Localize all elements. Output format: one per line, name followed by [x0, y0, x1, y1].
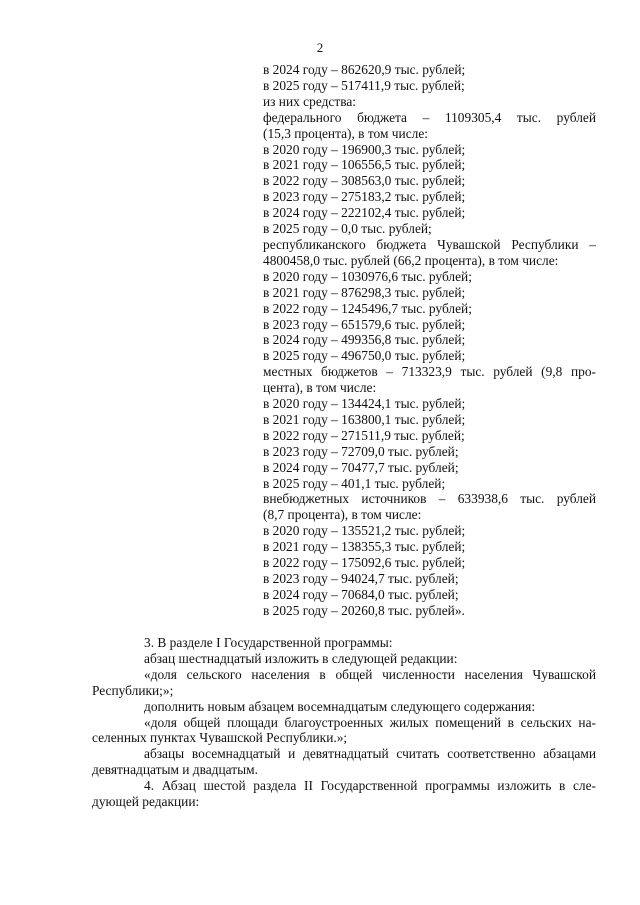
republican-budget-share: 4800458,0 тыс. рублей (66,2 процента), в том числе:	[263, 252, 559, 268]
republican-year-line: в 2025 году – 496750,0 тыс. рублей;	[263, 348, 466, 364]
paragraph-quote-housing	[92, 714, 596, 747]
republican-budget-heading: республиканского бюджета Чувашской Республики –	[263, 236, 596, 252]
paragraph-line: «доля сельского населения в общей численности населения Чувашской	[144, 666, 596, 682]
local-year-line: в 2022 году – 271511,9 тыс. рублей;	[263, 427, 465, 443]
paragraph-line: девятнадцатым и двадцатым.	[92, 762, 258, 778]
republican-year-line: в 2020 году – 1030976,6 тыс. рублей;	[263, 268, 472, 284]
federal-budget-heading: федерального бюджета – 1109305,4 тыс. рублей	[263, 109, 596, 125]
paragraph-section-i	[118, 635, 596, 651]
federal-year-line: в 2022 году – 308563,0 тыс. рублей;	[263, 173, 466, 189]
federal-budget-share: (15,3 процента), в том числе:	[263, 125, 428, 141]
funding-line: из них средства:	[263, 93, 357, 109]
extrabudget-year-line: в 2023 году – 94024,7 тыс. рублей;	[263, 571, 459, 586]
federal-year-line: в 2024 году – 222102,4 тыс. рублей;	[263, 205, 466, 221]
paragraph-quote-rural-share	[92, 666, 596, 699]
local-budget-share: цента), в том числе:	[263, 380, 377, 396]
republican-year-line: в 2024 году – 499356,8 тыс. рублей;	[263, 332, 466, 348]
local-year-line: в 2024 году – 70477,7 тыс. рублей;	[263, 459, 459, 475]
extrabudget-share: (8,7 процента), в том числе:	[263, 507, 422, 523]
paragraph-line: абзацы восемнадцатый и девятнадцатый считать соответственно абзацами	[144, 746, 596, 762]
extrabudget-year-line: в 2025 году – 20260,8 тыс. рублей».	[263, 602, 465, 618]
local-year-line: в 2021 году – 163800,1 тыс. рублей;	[263, 411, 466, 427]
paragraph-line: дующей редакции:	[92, 794, 200, 810]
republican-year-line: в 2021 году – 876298,3 тыс. рублей;	[263, 284, 466, 300]
funding-line: в 2024 году – 862620,9 тыс. рублей;	[263, 62, 466, 77]
amendment-body	[92, 635, 596, 810]
extrabudget-year-line: в 2020 году – 135521,2 тыс. рублей;	[263, 523, 466, 539]
extrabudget-year-line: в 2024 году – 70684,0 тыс. рублей;	[263, 586, 459, 602]
local-year-line: в 2023 году – 72709,0 тыс. рублей;	[263, 443, 459, 459]
local-year-line: в 2025 году – 401,1 тыс. рублей;	[263, 475, 446, 491]
paragraph-section-ii	[92, 778, 596, 810]
paragraph-line: 4. Абзац шестой раздела II Государственной программы изложить в сле-	[144, 778, 596, 794]
paragraph-line: селенных пунктах Чувашской Республики.»;	[92, 730, 348, 746]
federal-year-line: в 2020 году – 196900,3 тыс. рублей;	[263, 141, 466, 157]
local-budget-heading: местных бюджетов – 713323,9 тыс. рублей (9,8 про-	[263, 364, 596, 380]
page-number: 2	[316, 40, 324, 55]
paragraph-add-eighteenth	[118, 699, 596, 715]
extrabudget-year-line: в 2021 году – 138355,3 тыс. рублей;	[263, 539, 466, 555]
funding-column	[263, 62, 596, 619]
paragraph-text: дополнить новым абзацем восемнадцатым следующего содержания:	[144, 698, 536, 714]
extrabudget-year-line: в 2022 году – 175092,6 тыс. рублей;	[263, 555, 466, 571]
republican-year-line: в 2023 году – 651579,6 тыс. рублей;	[263, 316, 466, 332]
paragraph-text: 3. В разделе I Государственной программы:	[144, 635, 393, 650]
federal-year-line: в 2023 году – 275183,2 тыс. рублей;	[263, 189, 466, 205]
paragraph-renumber	[92, 746, 596, 778]
paragraph-line: «доля общей площади благоустроенных жилых помещений в сельских на-	[144, 714, 596, 730]
federal-year-line: в 2025 году – 0,0 тыс. рублей;	[263, 221, 432, 237]
extrabudget-heading: внебюджетных источников – 633938,6 тыс. рублей	[263, 491, 596, 507]
paragraph-text: абзац шестнадцатый изложить в следующей редакции:	[144, 650, 458, 666]
funding-line: в 2025 году – 517411,9 тыс. рублей;	[263, 77, 465, 93]
local-year-line: в 2020 году – 134424,1 тыс. рублей;	[263, 396, 466, 412]
paragraph-line: Республики;»;	[92, 682, 174, 698]
paragraph-sixteenth	[118, 651, 596, 667]
republican-year-line: в 2022 году – 1245496,7 тыс. рублей;	[263, 300, 472, 316]
federal-year-line: в 2021 году – 106556,5 тыс. рублей;	[263, 157, 466, 173]
